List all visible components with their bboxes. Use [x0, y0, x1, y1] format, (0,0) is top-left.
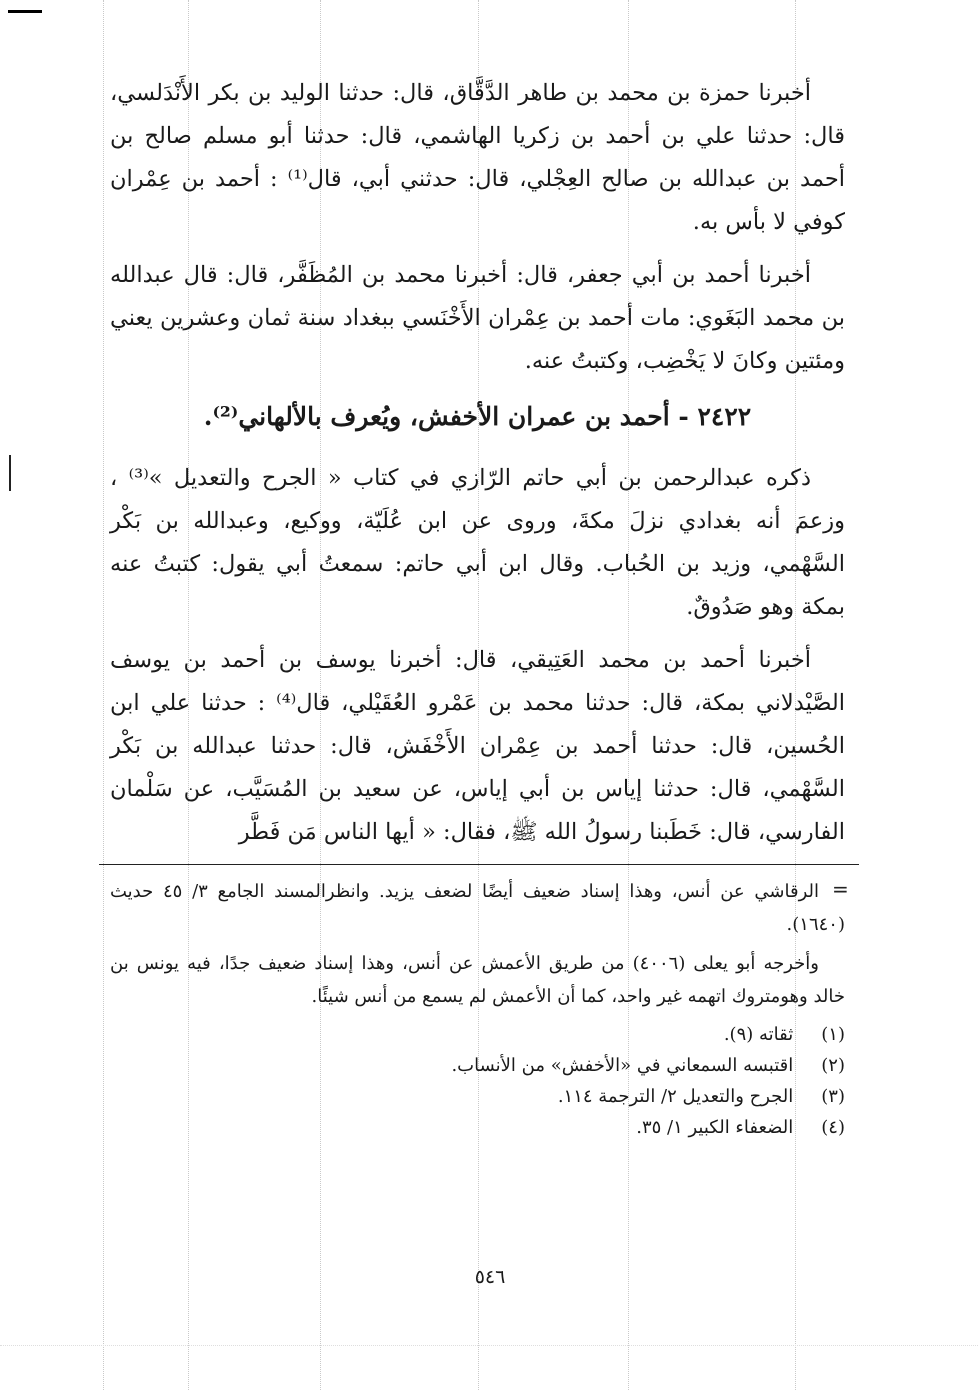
footnote-item	[110, 1019, 845, 1050]
paragraph: أخبرنا حمزة بن محمد بن طاهر الدَّقَّاق، قال: حدثنا الوليد بن بكر الأَنْدَلسي، قال: حدثنا علي بن أحمد بن زكريا الهاشمي، قال: حدثنا أبو مسلم صالح بن أحمد بن عبدالله بن صالح العِجْلي، قال: حدثني أبي، قال⁽¹⁾ : أحمد بن عِمْران كوفي لا بأس به.	[110, 80, 845, 235]
scan-side-mark	[9, 455, 11, 491]
scan-corner-mark	[8, 10, 42, 13]
guide-line	[103, 0, 104, 1390]
footnote-number: (٣)	[821, 1086, 845, 1107]
footnote-paragraph: الرقاشي عن أنس، وهذا إسناد ضعيف أيضًا لضعف يزيد. وانظرالمسند الجامع ٣/ ٤٥ حديث (١٦٤٠).	[110, 881, 845, 935]
book-page	[110, 72, 845, 1143]
footnote-number: (٢)	[821, 1055, 845, 1076]
footnote-paragraph: وأخرجه أبو يعلى (٤٠٠٦) من طريق الأعمش عن أنس، وهذا إسناد ضعيف جدًا، فيه يونس بن خالد وهومتروك اتهمه غير واحد، كما أن الأعمش لم يسمع من أنس شيئًا.	[110, 953, 845, 1007]
page-number: ٥٤٦	[474, 1266, 506, 1288]
footnote-text: الجرح والتعديل ٢/ الترجمة ١١٤.	[557, 1086, 794, 1107]
entry-heading: ٢٤٢٢ - أحمد بن عمران الأخفش، ويُعرف بالألهاني⁽²⁾.	[203, 402, 752, 431]
footnote-continuation-mark: =	[832, 877, 849, 901]
footnote-text: اقتبسه السمعاني في «الأخفش» من الأنساب.	[451, 1055, 794, 1076]
footnote-item	[110, 1081, 845, 1112]
paragraph: أخبرنا أحمد بن أبي جعفر، قال: أخبرنا محمد بن المُظَفَّر، قال: قال عبدالله بن محمد البَغَوي: مات أحمد بن عِمْران الأَخْنَسي ببغداد سنة ثمان وعشرين يعني ومئتين وكانَ لا يَخْضِب، وكتبتُ عنه.	[110, 262, 845, 374]
footnote-item	[110, 1112, 845, 1143]
footnote-list	[110, 1019, 845, 1143]
entry-body	[110, 457, 845, 854]
paragraph: أخبرنا أحمد بن محمد العَتِيقي، قال: أخبرنا يوسف بن أحمد بن يوسف الصَّيْدلاني بمكة، قال: حدثنا محمد بن عَمْرو العُقَيْلي، قال⁽⁴⁾ : حدثنا علي ابن الحُسين، قال: حدثنا أحمد بن عِمْران الأَخْفَش، قال: حدثنا عبدالله بن بَكْر السَّهْمي، قال: حدثنا إياس بن أبي إياس، عن سعيد بن المُسَيَّب، عن سَلْمان الفارسي، قال: خَطَبنا رسولُ الله ﷺ، فقال: « أيها الناس مَن فَطَّر	[110, 647, 845, 845]
footnotes-section	[110, 875, 845, 1143]
footnote-number: (١)	[821, 1024, 845, 1045]
guide-line	[0, 1345, 978, 1346]
top-section	[110, 72, 845, 383]
footnote-item	[110, 1050, 845, 1081]
paragraph: ذكره عبدالرحمن بن أبي حاتم الرّازي في كتاب « الجرح والتعديل »⁽³⁾ ، وزعمَ أنه بغدادي نزلَ مكةَ، وروى عن ابن عُلَيّة، ووكيع، وعبدالله بن بَكْر السَّهْمي، وزيد بن الحُباب. وقال ابن أبي حاتم: سمعتُ أبي يقول: كتبتُ عنه بمكة وهو صَدُوقٌ.	[110, 465, 845, 620]
footnote-number: (٤)	[821, 1117, 845, 1138]
footnote-separator	[99, 864, 859, 865]
footnote-text: الضعفاء الكبير ١/ ٣٥.	[636, 1117, 794, 1138]
footnote-text: ثقاته (٩).	[723, 1024, 794, 1045]
